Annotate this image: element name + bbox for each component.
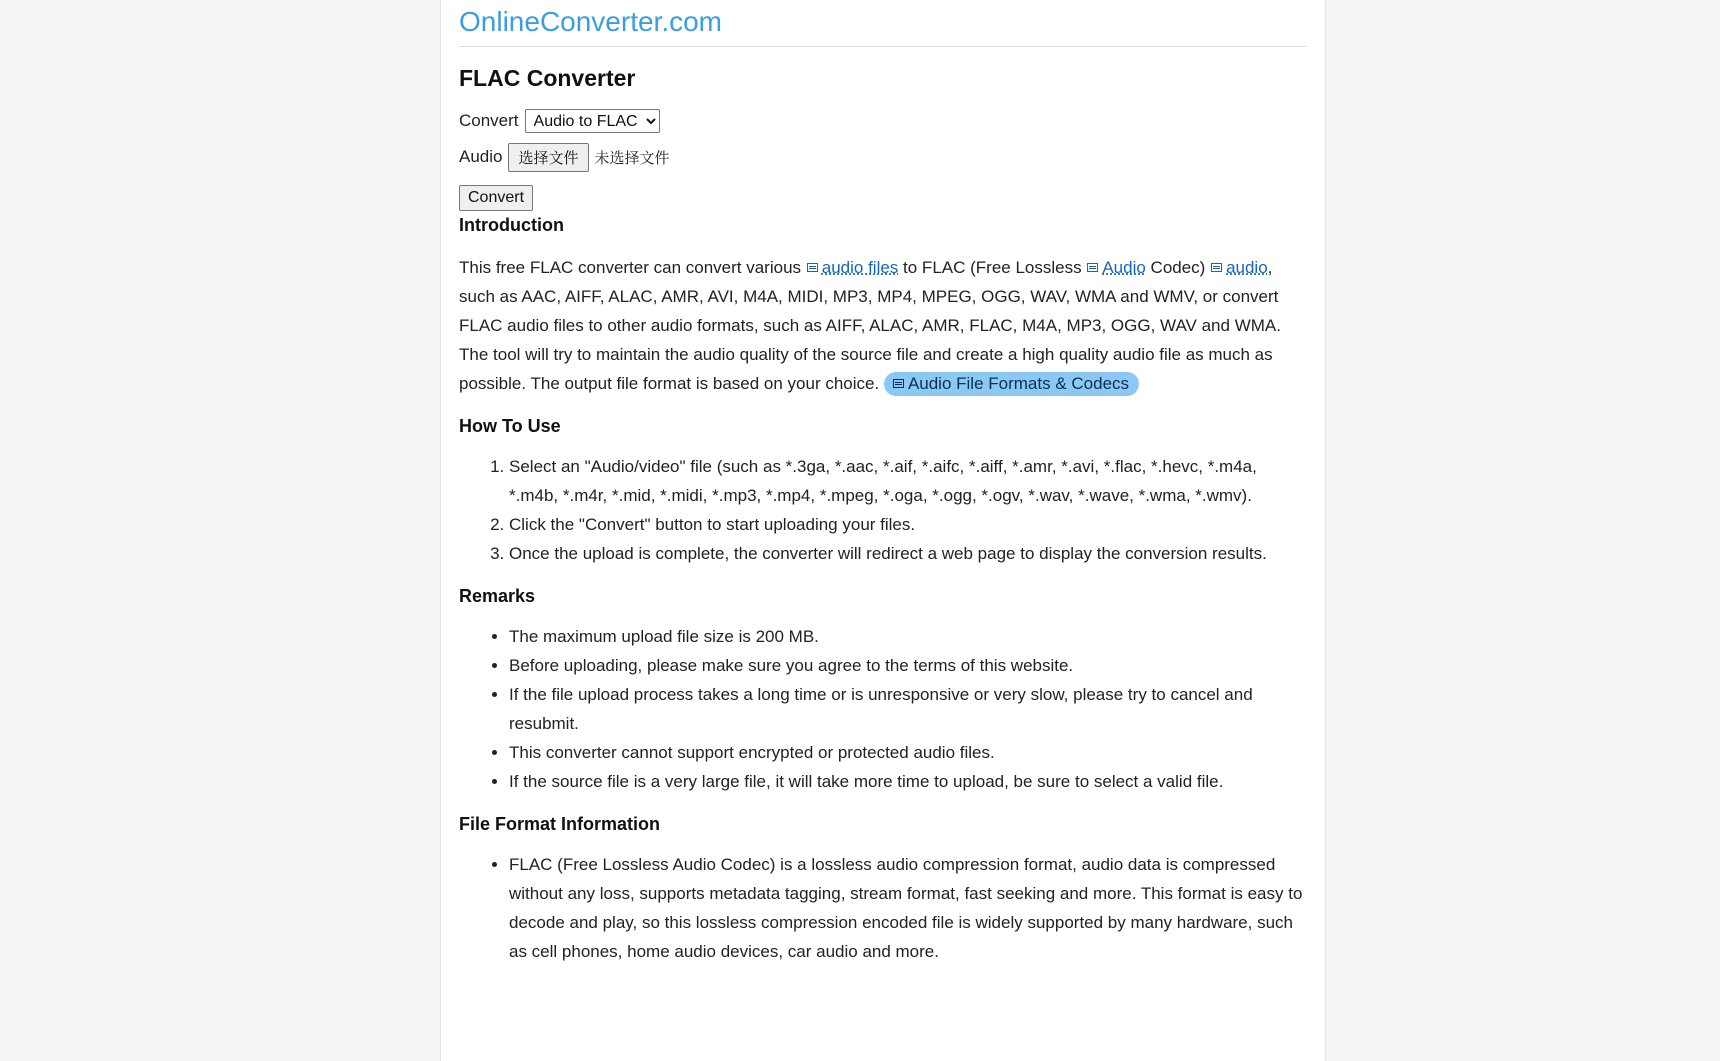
site-logo-link[interactable]: OnlineConverter.com [459, 6, 723, 37]
step-item: 2. Click the "Convert" button to start uploading your files. [509, 510, 1307, 539]
file-format-heading: File Format Information [459, 814, 661, 834]
intro-text: Codec) [1145, 258, 1211, 277]
introduction-paragraph [459, 253, 1307, 398]
wiki-icon [1211, 263, 1222, 272]
file-format-list [459, 850, 1307, 966]
remark-item: • If the file upload process takes a long time or is unresponsive or very slow, please try to cancel and resubmit. [509, 680, 1307, 738]
remark-item: • The maximum upload file size is 200 MB. [509, 622, 1307, 651]
convert-type-select[interactable] [525, 109, 660, 133]
remark-item: • This converter cannot support encrypted or protected audio files. [509, 738, 1307, 767]
audio-link-2[interactable]: audio [1226, 258, 1268, 277]
wiki-icon [1087, 263, 1098, 272]
introduction-heading: Introduction [459, 215, 564, 235]
pill-link-label: Audio File Formats & Codecs [907, 374, 1130, 393]
convert-label: Convert [459, 111, 519, 130]
wiki-icon [893, 379, 904, 388]
choose-file-button[interactable]: 选择文件 [508, 143, 588, 172]
audio-files-link[interactable]: audio files [821, 258, 899, 277]
site-header [459, 0, 1307, 47]
remark-item: • Before uploading, please make sure you agree to the terms of this website. [509, 651, 1307, 680]
remark-item: • If the source file is a very large file, it will take more time to upload, be sure to select a valid file. [509, 767, 1307, 796]
how-to-use-steps [459, 452, 1307, 568]
intro-text: , such as AAC, AIFF, ALAC, AMR, AVI, M4A, MIDI, MP3, MP4, MPEG, OGG, WAV, WMA and WMV, or convert FLAC audio files to other audio formats, such as AIFF, ALAC, AMR, FLAC, M4A, MP3, OGG, WAV and WMA. The tool will try to maintain the audio quality of the source file and create a high quality audio file as much as possible. The output file format is based on your choice. [459, 258, 1281, 393]
audio-label: Audio [459, 147, 503, 166]
how-to-use-section [459, 412, 1307, 568]
remarks-section [459, 582, 1307, 796]
converter-form [459, 107, 1307, 211]
intro-text: This free FLAC converter can convert various [459, 258, 806, 277]
how-to-use-heading: How To Use [459, 416, 561, 436]
file-format-item: • FLAC (Free Lossless Audio Codec) is a lossless audio compression format, audio data is compressed without any loss, supports metadata tagging, stream format, fast seeking and more. This format is easy to decode and play, so this lossless compression encoded file is widely supported by many hardware, such as cell phones, home audio devices, car audio and more. [509, 850, 1307, 966]
remarks-list [459, 622, 1307, 796]
file-format-section [459, 810, 1307, 966]
step-item: 3. Once the upload is complete, the converter will redirect a web page to display the conversion results. [509, 539, 1307, 568]
page-title: FLAC Converter [459, 65, 636, 91]
step-item: 1. Select an "Audio/video" file (such as *.3ga, *.aac, *.aif, *.aifc, *.aiff, *.amr, *.avi, *.flac, *.hevc, *.m4a, *.m4b, *.m4r, *.mid, *.midi, *.mp3, *.mp4, *.mpeg, *.oga, *.ogg, *.ogv, *.wav, *.wave, *.wma, *.wmv). [509, 452, 1307, 510]
intro-text: to FLAC (Free Lossless [898, 258, 1087, 277]
audio-formats-pill-link[interactable] [884, 372, 1139, 396]
audio-link[interactable]: Audio [1102, 258, 1146, 277]
file-status-text: 未选择文件 [594, 148, 670, 167]
wiki-icon [807, 263, 818, 272]
page-container [440, 0, 1326, 1061]
convert-submit-button[interactable]: Convert [459, 185, 533, 211]
audio-row [459, 143, 1307, 171]
remarks-heading: Remarks [459, 586, 536, 606]
convert-row [459, 107, 1307, 135]
